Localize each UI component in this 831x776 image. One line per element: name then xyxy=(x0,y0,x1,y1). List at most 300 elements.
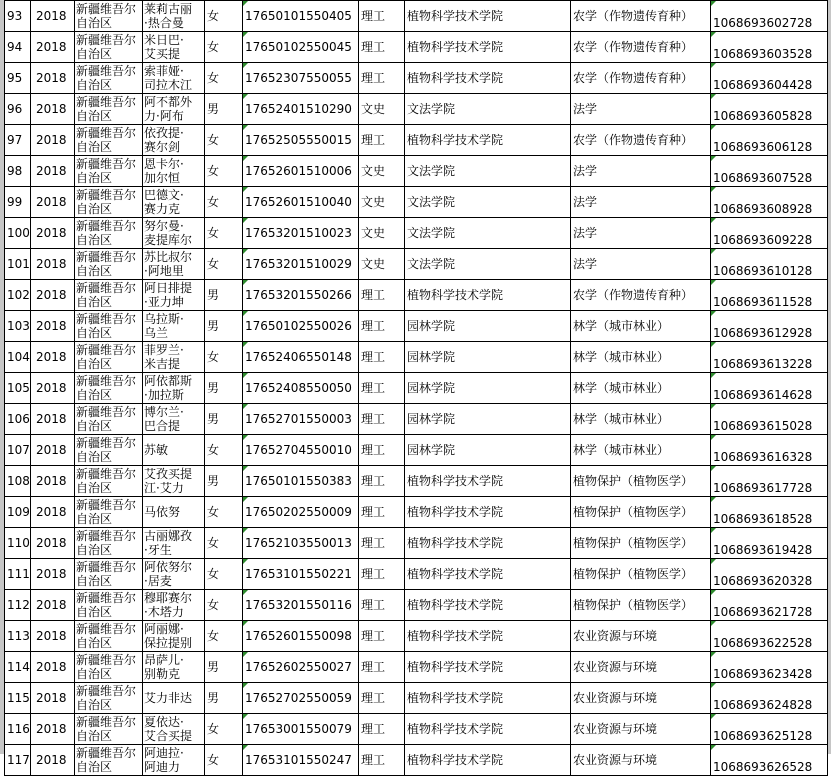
major-cell[interactable]: 农学（作物遗传育种） xyxy=(571,32,711,63)
year-cell[interactable]: 2018 xyxy=(31,125,75,156)
category-cell[interactable]: 理工 xyxy=(359,342,405,373)
gender-cell[interactable]: 女 xyxy=(205,156,243,187)
gender-cell[interactable]: 男 xyxy=(205,404,243,435)
major-cell[interactable]: 林学（城市林业） xyxy=(571,311,711,342)
major-cell[interactable]: 植物保护（植物医学） xyxy=(571,528,711,559)
name-line-2: 加尔恒 xyxy=(144,171,181,185)
gender-cell[interactable]: 男 xyxy=(205,373,243,404)
ticket-number-cell[interactable]: 1068693622528 xyxy=(711,621,828,652)
row-index-cell[interactable]: 112 xyxy=(5,590,31,621)
table-row xyxy=(5,528,828,559)
name-line-2: 艾合买提 xyxy=(144,729,193,743)
ticket-number-cell[interactable]: 1068693625128 xyxy=(711,714,828,745)
row-index-cell[interactable]: 117 xyxy=(5,745,31,776)
year-cell[interactable]: 2018 xyxy=(31,187,75,218)
region-cell[interactable] xyxy=(75,435,143,466)
region-line-2: 自治区 xyxy=(76,667,113,681)
region-cell[interactable] xyxy=(75,32,143,63)
name-line-2: 艾买提 xyxy=(144,47,181,61)
category-cell[interactable]: 文史 xyxy=(359,156,405,187)
category-cell[interactable]: 理工 xyxy=(359,528,405,559)
year-cell[interactable]: 2018 xyxy=(31,466,75,497)
college-cell[interactable]: 植物科学技术学院 xyxy=(405,714,571,745)
name-line-1: 乌拉斯· xyxy=(144,312,184,326)
exam-number-cell[interactable]: 17650101550405 xyxy=(243,1,359,32)
gender-cell[interactable]: 女 xyxy=(205,559,243,590)
ticket-number-cell[interactable]: 1068693615028 xyxy=(711,404,828,435)
name-line-1: 阿依都斯 xyxy=(144,374,193,388)
region-line-1: 新疆维吾尔 xyxy=(76,746,137,760)
name-cell[interactable] xyxy=(143,94,205,125)
gender-cell[interactable]: 女 xyxy=(205,714,243,745)
college-cell[interactable]: 植物科学技术学院 xyxy=(405,683,571,714)
name-cell[interactable] xyxy=(143,652,205,683)
region-cell[interactable] xyxy=(75,559,143,590)
major-cell[interactable]: 林学（城市林业） xyxy=(571,404,711,435)
region-line-1: 新疆维吾尔 xyxy=(76,157,137,171)
gender-cell[interactable]: 女 xyxy=(205,125,243,156)
row-index-cell[interactable]: 97 xyxy=(5,125,31,156)
gender-cell[interactable]: 女 xyxy=(205,745,243,776)
college-cell[interactable]: 植物科学技术学院 xyxy=(405,528,571,559)
college-cell[interactable]: 植物科学技术学院 xyxy=(405,652,571,683)
name-cell[interactable] xyxy=(143,311,205,342)
category-cell[interactable]: 理工 xyxy=(359,280,405,311)
category-cell[interactable]: 理工 xyxy=(359,559,405,590)
college-cell[interactable]: 园林学院 xyxy=(405,311,571,342)
major-cell[interactable]: 农学（作物遗传育种） xyxy=(571,280,711,311)
year-cell[interactable]: 2018 xyxy=(31,249,75,280)
region-cell[interactable] xyxy=(75,714,143,745)
name-line-2: 赛力克 xyxy=(144,202,181,216)
college-cell[interactable]: 文法学院 xyxy=(405,94,571,125)
region-cell[interactable] xyxy=(75,311,143,342)
major-cell[interactable]: 林学（城市林业） xyxy=(571,373,711,404)
row-index-cell[interactable]: 96 xyxy=(5,94,31,125)
region-cell[interactable] xyxy=(75,1,143,32)
ticket-number-cell[interactable]: 1068693608928 xyxy=(711,187,828,218)
year-cell[interactable]: 2018 xyxy=(31,156,75,187)
category-cell[interactable]: 理工 xyxy=(359,714,405,745)
category-cell[interactable]: 文史 xyxy=(359,94,405,125)
ticket-number-cell[interactable]: 1068693626528 xyxy=(711,745,828,776)
region-cell[interactable] xyxy=(75,218,143,249)
year-cell[interactable]: 2018 xyxy=(31,63,75,94)
year-cell[interactable]: 2018 xyxy=(31,218,75,249)
name-cell[interactable] xyxy=(143,714,205,745)
exam-number-cell[interactable]: 17652307550055 xyxy=(243,63,359,94)
major-cell[interactable]: 农业资源与环境 xyxy=(571,683,711,714)
exam-number-cell[interactable]: 17653101550221 xyxy=(243,559,359,590)
major-cell[interactable]: 法学 xyxy=(571,94,711,125)
region-line-2: 自治区 xyxy=(76,171,113,185)
row-index-cell[interactable]: 114 xyxy=(5,652,31,683)
college-cell[interactable]: 植物科学技术学院 xyxy=(405,280,571,311)
gender-cell[interactable]: 男 xyxy=(205,94,243,125)
college-cell[interactable]: 文法学院 xyxy=(405,187,571,218)
name-line-2: ·阿地里 xyxy=(144,264,184,278)
major-cell[interactable]: 法学 xyxy=(571,249,711,280)
year-cell[interactable]: 2018 xyxy=(31,528,75,559)
name-cell[interactable] xyxy=(143,187,205,218)
gender-cell[interactable]: 女 xyxy=(205,528,243,559)
name-cell[interactable] xyxy=(143,404,205,435)
exam-number-cell[interactable]: 17652406550148 xyxy=(243,342,359,373)
exam-number-cell[interactable]: 17652401510290 xyxy=(243,94,359,125)
gender-cell[interactable]: 男 xyxy=(205,652,243,683)
region-line-2: 自治区 xyxy=(76,47,113,61)
row-index-cell[interactable]: 109 xyxy=(5,497,31,528)
name-cell[interactable] xyxy=(143,125,205,156)
year-cell[interactable]: 2018 xyxy=(31,373,75,404)
region-cell[interactable] xyxy=(75,125,143,156)
region-cell[interactable] xyxy=(75,156,143,187)
region-line-2: 自治区 xyxy=(76,760,113,774)
category-cell[interactable]: 文史 xyxy=(359,218,405,249)
college-cell[interactable]: 植物科学技术学院 xyxy=(405,497,571,528)
name-cell[interactable] xyxy=(143,1,205,32)
name-line-2: 巴合提 xyxy=(144,419,181,433)
college-cell[interactable]: 园林学院 xyxy=(405,373,571,404)
category-cell[interactable]: 理工 xyxy=(359,497,405,528)
category-cell[interactable]: 理工 xyxy=(359,652,405,683)
name-line-1: 艾力非达 xyxy=(144,691,193,705)
row-index-cell[interactable]: 99 xyxy=(5,187,31,218)
name-cell[interactable] xyxy=(143,249,205,280)
major-cell[interactable]: 农学（作物遗传育种） xyxy=(571,63,711,94)
region-cell[interactable] xyxy=(75,497,143,528)
name-cell[interactable] xyxy=(143,466,205,497)
ticket-number-cell[interactable]: 1068693619428 xyxy=(711,528,828,559)
name-line-1: 莱莉古丽 xyxy=(144,2,193,16)
gender-cell[interactable]: 女 xyxy=(205,249,243,280)
year-cell[interactable]: 2018 xyxy=(31,342,75,373)
category-cell[interactable]: 理工 xyxy=(359,745,405,776)
category-cell[interactable]: 理工 xyxy=(359,63,405,94)
major-cell[interactable]: 农学（作物遗传育种） xyxy=(571,1,711,32)
major-cell[interactable]: 植物保护（植物医学） xyxy=(571,497,711,528)
region-cell[interactable] xyxy=(75,652,143,683)
table-row xyxy=(5,311,828,342)
exam-number-cell[interactable]: 17653201550266 xyxy=(243,280,359,311)
exam-number-cell[interactable]: 17652408550050 xyxy=(243,373,359,404)
region-line-2: 自治区 xyxy=(76,326,113,340)
college-cell[interactable]: 文法学院 xyxy=(405,156,571,187)
ticket-number-cell[interactable]: 1068693616328 xyxy=(711,435,828,466)
exam-number-cell[interactable]: 17653201510023 xyxy=(243,218,359,249)
year-cell[interactable]: 2018 xyxy=(31,652,75,683)
region-line-1: 新疆维吾尔 xyxy=(76,64,137,78)
major-cell[interactable]: 植物保护（植物医学） xyxy=(571,559,711,590)
ticket-number-cell[interactable]: 1068693621728 xyxy=(711,590,828,621)
major-cell[interactable]: 农业资源与环境 xyxy=(571,745,711,776)
exam-number-cell[interactable]: 17650102550026 xyxy=(243,311,359,342)
name-line-2: ·热合曼 xyxy=(144,16,184,30)
category-cell[interactable]: 理工 xyxy=(359,435,405,466)
row-index-cell[interactable]: 108 xyxy=(5,466,31,497)
ticket-number-cell[interactable]: 1068693617728 xyxy=(711,466,828,497)
gender-cell[interactable]: 女 xyxy=(205,342,243,373)
region-cell[interactable] xyxy=(75,63,143,94)
major-cell[interactable]: 法学 xyxy=(571,187,711,218)
ticket-number-cell[interactable]: 1068693618528 xyxy=(711,497,828,528)
region-cell[interactable] xyxy=(75,342,143,373)
name-cell[interactable] xyxy=(143,683,205,714)
region-cell[interactable] xyxy=(75,590,143,621)
exam-number-cell[interactable]: 17650101550383 xyxy=(243,466,359,497)
college-cell[interactable]: 园林学院 xyxy=(405,435,571,466)
year-cell[interactable]: 2018 xyxy=(31,311,75,342)
college-cell[interactable]: 植物科学技术学院 xyxy=(405,621,571,652)
ticket-number-cell[interactable]: 1068693623428 xyxy=(711,652,828,683)
college-cell[interactable]: 文法学院 xyxy=(405,218,571,249)
ticket-number-cell[interactable]: 1068693605828 xyxy=(711,94,828,125)
row-index-cell[interactable]: 104 xyxy=(5,342,31,373)
year-cell[interactable]: 2018 xyxy=(31,1,75,32)
college-cell[interactable]: 植物科学技术学院 xyxy=(405,63,571,94)
category-cell[interactable]: 理工 xyxy=(359,373,405,404)
row-index-cell[interactable]: 110 xyxy=(5,528,31,559)
region-line-2: 自治区 xyxy=(76,388,113,402)
region-line-2: 自治区 xyxy=(76,543,113,557)
major-cell[interactable]: 植物保护（植物医学） xyxy=(571,590,711,621)
row-index-cell[interactable]: 95 xyxy=(5,63,31,94)
college-cell[interactable]: 文法学院 xyxy=(405,249,571,280)
row-index-cell[interactable]: 98 xyxy=(5,156,31,187)
exam-number-cell[interactable]: 17652702550059 xyxy=(243,683,359,714)
college-cell[interactable]: 园林学院 xyxy=(405,404,571,435)
region-cell[interactable] xyxy=(75,94,143,125)
year-cell[interactable]: 2018 xyxy=(31,404,75,435)
region-cell[interactable] xyxy=(75,280,143,311)
exam-number-cell[interactable]: 17650102550045 xyxy=(243,32,359,63)
region-cell[interactable] xyxy=(75,187,143,218)
row-index-cell[interactable]: 102 xyxy=(5,280,31,311)
region-line-1: 新疆维吾尔 xyxy=(76,498,137,512)
ticket-number-cell[interactable]: 1068693620328 xyxy=(711,559,828,590)
ticket-number-cell[interactable]: 1068693604428 xyxy=(711,63,828,94)
region-cell[interactable] xyxy=(75,528,143,559)
ticket-number-cell[interactable]: 1068693610128 xyxy=(711,249,828,280)
name-line-1: 恩卡尔· xyxy=(144,157,184,171)
gender-cell[interactable]: 男 xyxy=(205,466,243,497)
category-cell[interactable]: 理工 xyxy=(359,32,405,63)
exam-number-cell[interactable]: 17652505550015 xyxy=(243,125,359,156)
year-cell[interactable]: 2018 xyxy=(31,714,75,745)
region-cell[interactable] xyxy=(75,621,143,652)
row-index-cell[interactable]: 106 xyxy=(5,404,31,435)
ticket-number-cell[interactable]: 1068693607528 xyxy=(711,156,828,187)
year-cell[interactable]: 2018 xyxy=(31,621,75,652)
row-index-cell[interactable]: 103 xyxy=(5,311,31,342)
category-cell[interactable]: 文史 xyxy=(359,187,405,218)
region-line-1: 新疆维吾尔 xyxy=(76,436,137,450)
gender-cell[interactable]: 男 xyxy=(205,280,243,311)
ticket-number-cell[interactable]: 1068693614628 xyxy=(711,373,828,404)
name-cell[interactable] xyxy=(143,621,205,652)
row-index-cell[interactable]: 105 xyxy=(5,373,31,404)
name-cell[interactable] xyxy=(143,342,205,373)
name-line-1: 依孜提· xyxy=(144,126,184,140)
gender-cell[interactable]: 男 xyxy=(205,311,243,342)
exam-number-cell[interactable]: 17653201550116 xyxy=(243,590,359,621)
major-cell[interactable]: 法学 xyxy=(571,218,711,249)
region-line-1: 新疆维吾尔 xyxy=(76,312,137,326)
ticket-number-cell[interactable]: 1068693609228 xyxy=(711,218,828,249)
name-cell[interactable] xyxy=(143,156,205,187)
region-line-1: 新疆维吾尔 xyxy=(76,684,137,698)
region-line-2: 自治区 xyxy=(76,140,113,154)
region-cell[interactable] xyxy=(75,404,143,435)
name-line-1: 昂萨儿· xyxy=(144,653,184,667)
major-cell[interactable]: 农业资源与环境 xyxy=(571,714,711,745)
gender-cell[interactable]: 女 xyxy=(205,1,243,32)
row-index-cell[interactable]: 115 xyxy=(5,683,31,714)
name-cell[interactable] xyxy=(143,32,205,63)
college-cell[interactable]: 植物科学技术学院 xyxy=(405,590,571,621)
row-index-cell[interactable]: 93 xyxy=(5,1,31,32)
ticket-number-cell[interactable]: 1068693612928 xyxy=(711,311,828,342)
gender-cell[interactable]: 女 xyxy=(205,218,243,249)
row-index-cell[interactable]: 113 xyxy=(5,621,31,652)
exam-number-cell[interactable]: 17650202550009 xyxy=(243,497,359,528)
year-cell[interactable]: 2018 xyxy=(31,559,75,590)
region-cell[interactable] xyxy=(75,745,143,776)
ticket-number-cell[interactable]: 1068693606128 xyxy=(711,125,828,156)
name-cell[interactable] xyxy=(143,218,205,249)
name-line-1: 马依努 xyxy=(144,505,181,519)
ticket-number-cell[interactable]: 1068693603528 xyxy=(711,32,828,63)
category-cell[interactable]: 理工 xyxy=(359,404,405,435)
category-cell[interactable]: 理工 xyxy=(359,125,405,156)
ticket-number-cell[interactable]: 1068693602728 xyxy=(711,1,828,32)
name-line-1: 阿日排提 xyxy=(144,281,193,295)
exam-number-cell[interactable]: 17652601550098 xyxy=(243,621,359,652)
name-line-1: 巴德文· xyxy=(144,188,184,202)
name-line-1: 索菲娅· xyxy=(144,64,184,78)
name-cell[interactable] xyxy=(143,528,205,559)
region-cell[interactable] xyxy=(75,683,143,714)
name-cell[interactable] xyxy=(143,497,205,528)
major-cell[interactable]: 法学 xyxy=(571,156,711,187)
name-line-1: 夏依达· xyxy=(144,715,184,729)
name-cell[interactable] xyxy=(143,280,205,311)
gender-cell[interactable]: 女 xyxy=(205,63,243,94)
region-line-2: 自治区 xyxy=(76,202,113,216)
table-row xyxy=(5,32,828,63)
year-cell[interactable]: 2018 xyxy=(31,497,75,528)
college-cell[interactable]: 植物科学技术学院 xyxy=(405,745,571,776)
exam-number-cell[interactable]: 17653101550247 xyxy=(243,745,359,776)
college-cell[interactable]: 植物科学技术学院 xyxy=(405,125,571,156)
college-cell[interactable]: 植物科学技术学院 xyxy=(405,32,571,63)
name-cell[interactable] xyxy=(143,435,205,466)
category-cell[interactable]: 理工 xyxy=(359,311,405,342)
exam-number-cell[interactable]: 17652602550027 xyxy=(243,652,359,683)
gender-cell[interactable]: 女 xyxy=(205,187,243,218)
ticket-number-cell[interactable]: 1068693624828 xyxy=(711,683,828,714)
name-line-1: 努尔曼· xyxy=(144,219,184,233)
year-cell[interactable]: 2018 xyxy=(31,280,75,311)
region-line-1: 新疆维吾尔 xyxy=(76,529,137,543)
exam-number-cell[interactable]: 17653001550079 xyxy=(243,714,359,745)
region-line-1: 新疆维吾尔 xyxy=(76,33,137,47)
category-cell[interactable]: 理工 xyxy=(359,590,405,621)
exam-number-cell[interactable]: 17652601510040 xyxy=(243,187,359,218)
name-cell[interactable] xyxy=(143,559,205,590)
year-cell[interactable]: 2018 xyxy=(31,94,75,125)
exam-number-cell[interactable]: 17652701550003 xyxy=(243,404,359,435)
category-cell[interactable]: 理工 xyxy=(359,1,405,32)
category-cell[interactable]: 理工 xyxy=(359,683,405,714)
name-cell[interactable] xyxy=(143,63,205,94)
table-row xyxy=(5,714,828,745)
region-cell[interactable] xyxy=(75,373,143,404)
category-cell[interactable]: 理工 xyxy=(359,621,405,652)
table-row xyxy=(5,652,828,683)
row-index-cell[interactable]: 100 xyxy=(5,218,31,249)
ticket-number-cell[interactable]: 1068693613228 xyxy=(711,342,828,373)
name-cell[interactable] xyxy=(143,590,205,621)
major-cell[interactable]: 农业资源与环境 xyxy=(571,621,711,652)
name-line-2: 乌兰 xyxy=(144,326,169,340)
gender-cell[interactable]: 女 xyxy=(205,32,243,63)
exam-number-cell[interactable]: 17652601510006 xyxy=(243,156,359,187)
region-line-2: 自治区 xyxy=(76,481,113,495)
gender-cell[interactable]: 女 xyxy=(205,435,243,466)
region-line-2: 自治区 xyxy=(76,729,113,743)
exam-number-cell[interactable]: 17652103550013 xyxy=(243,528,359,559)
college-cell[interactable]: 园林学院 xyxy=(405,342,571,373)
major-cell[interactable]: 林学（城市林业） xyxy=(571,435,711,466)
row-index-cell[interactable]: 101 xyxy=(5,249,31,280)
region-line-1: 新疆维吾尔 xyxy=(76,95,137,109)
row-index-cell[interactable]: 94 xyxy=(5,32,31,63)
region-cell[interactable] xyxy=(75,249,143,280)
region-cell[interactable] xyxy=(75,466,143,497)
major-cell[interactable]: 农业资源与环境 xyxy=(571,652,711,683)
college-cell[interactable]: 植物科学技术学院 xyxy=(405,559,571,590)
table-row xyxy=(5,435,828,466)
college-cell[interactable]: 植物科学技术学院 xyxy=(405,466,571,497)
table-row xyxy=(5,63,828,94)
category-cell[interactable]: 理工 xyxy=(359,466,405,497)
year-cell[interactable]: 2018 xyxy=(31,745,75,776)
college-cell[interactable]: 植物科学技术学院 xyxy=(405,1,571,32)
year-cell[interactable]: 2018 xyxy=(31,683,75,714)
major-cell[interactable]: 植物保护（植物医学） xyxy=(571,466,711,497)
gender-cell[interactable]: 女 xyxy=(205,497,243,528)
gender-cell[interactable]: 女 xyxy=(205,590,243,621)
name-cell[interactable] xyxy=(143,373,205,404)
row-index-cell[interactable]: 116 xyxy=(5,714,31,745)
gender-cell[interactable]: 男 xyxy=(205,683,243,714)
row-index-cell[interactable]: 107 xyxy=(5,435,31,466)
row-index-cell[interactable]: 111 xyxy=(5,559,31,590)
major-cell[interactable]: 林学（城市林业） xyxy=(571,342,711,373)
gender-cell[interactable]: 女 xyxy=(205,621,243,652)
year-cell[interactable]: 2018 xyxy=(31,435,75,466)
exam-number-cell[interactable]: 17652704550010 xyxy=(243,435,359,466)
year-cell[interactable]: 2018 xyxy=(31,32,75,63)
exam-number-cell[interactable]: 17653201510029 xyxy=(243,249,359,280)
ticket-number-cell[interactable]: 1068693611528 xyxy=(711,280,828,311)
year-cell[interactable]: 2018 xyxy=(31,590,75,621)
category-cell[interactable]: 文史 xyxy=(359,249,405,280)
name-cell[interactable] xyxy=(143,745,205,776)
major-cell[interactable]: 农学（作物遗传育种） xyxy=(571,125,711,156)
admissions-table xyxy=(4,0,828,776)
